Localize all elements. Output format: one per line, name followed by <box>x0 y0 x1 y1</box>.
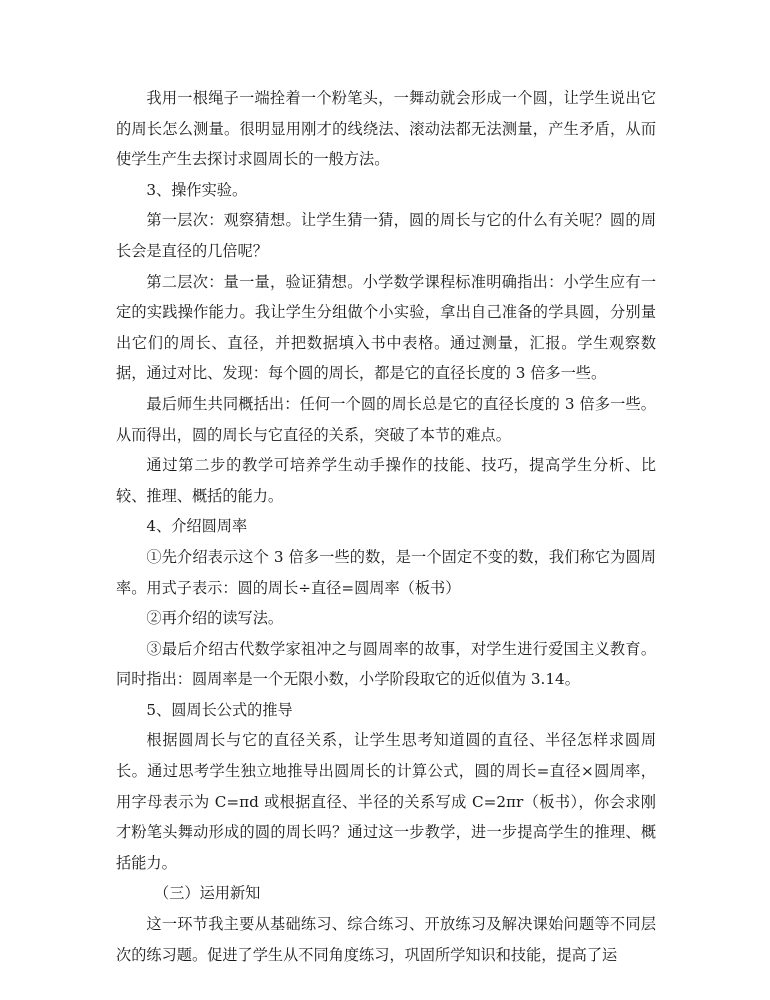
document-page <box>116 83 656 970</box>
heading-introduce-pi: 4、介绍圆周率 <box>146 517 248 536</box>
paragraph-practice: 这一环节我主要从基础练习、综合练习、开放练习及解决课始问题等不同层次的练习题。促进了学生从不同角度练习，巩固所学知识和技能，提高了运 <box>116 915 656 964</box>
paragraph-zu-chongzhi: ③最后介绍古代数学家祖冲之与圆周率的故事，对学生进行爱国主义教育。同时指出：圆周率是一个无限小数，小学阶段取它的近似值为 3.14。 <box>116 639 656 689</box>
heading-formula-derivation: 5、圆周长公式的推导 <box>146 700 293 719</box>
paragraph-pi-definition: ①先介绍表示这个 3 倍多一些的数，是一个固定不变的数，我们称它为圆周率。用式子表示：圆的周长÷直径=圆周率（板书） <box>116 547 656 597</box>
paragraph-summary: 最后师生共同概括出：任何一个圆的周长总是它的直径长度的 3 倍多一些。从而得出，圆的周长与它直径的关系，突破了本节的难点。 <box>116 394 656 444</box>
paragraph-skills: 通过第二步的教学可培养学生动手操作的技能、技巧，提高学生分析、比较、推理、概括的能力。 <box>116 456 656 505</box>
heading-operation-experiment: 3、操作实验。 <box>146 180 248 199</box>
heading-apply-knowledge: （三）运用新知 <box>154 884 261 903</box>
paragraph-level-one: 第一层次：观察猜想。让学生猜一猜，圆的周长与它的什么有关呢？圆的周长会是直径的几倍呢？ <box>116 211 656 260</box>
paragraph-level-two: 第二层次：量一量，验证猜想。小学数学课程标准明确指出：小学生应有一定的实践操作能力。我让学生分组做个小实验，拿出自己准备的学具圆，分别量出它们的周长、直径，并把数据填入书中表格。通过测量，汇报。学生观察数据，通过对比、发现：每个圆的周长，都是它的直径长度的 3 倍多一些。 <box>116 272 656 383</box>
paragraph-formula: 根据圆周长与它的直径关系，让学生思考知道圆的直径、半径怎样求圆周长。通过思考学生独立地推导出圆周长的计算公式，圆的周长=直径×圆周率，用字母表示为 C=πd 或根据直径、半径的关系写成 C=2πr（板书），你会求刚才粉笔头舞动形成的圆的周长吗？通过这一步教学，进一步提高学生的推理、概括能力。 <box>116 731 656 872</box>
paragraph-chalk-circle: 我用一根绳子一端拴着一个粉笔头，一舞动就会形成一个圆，让学生说出它的周长怎么测量。很明显用刚才的线绕法、滚动法都无法测量，产生矛盾，从而使学生产生去探讨求圆周长的一般方法。 <box>116 89 656 169</box>
paragraph-pi-reading: ②再介绍的读写法。 <box>146 609 284 628</box>
